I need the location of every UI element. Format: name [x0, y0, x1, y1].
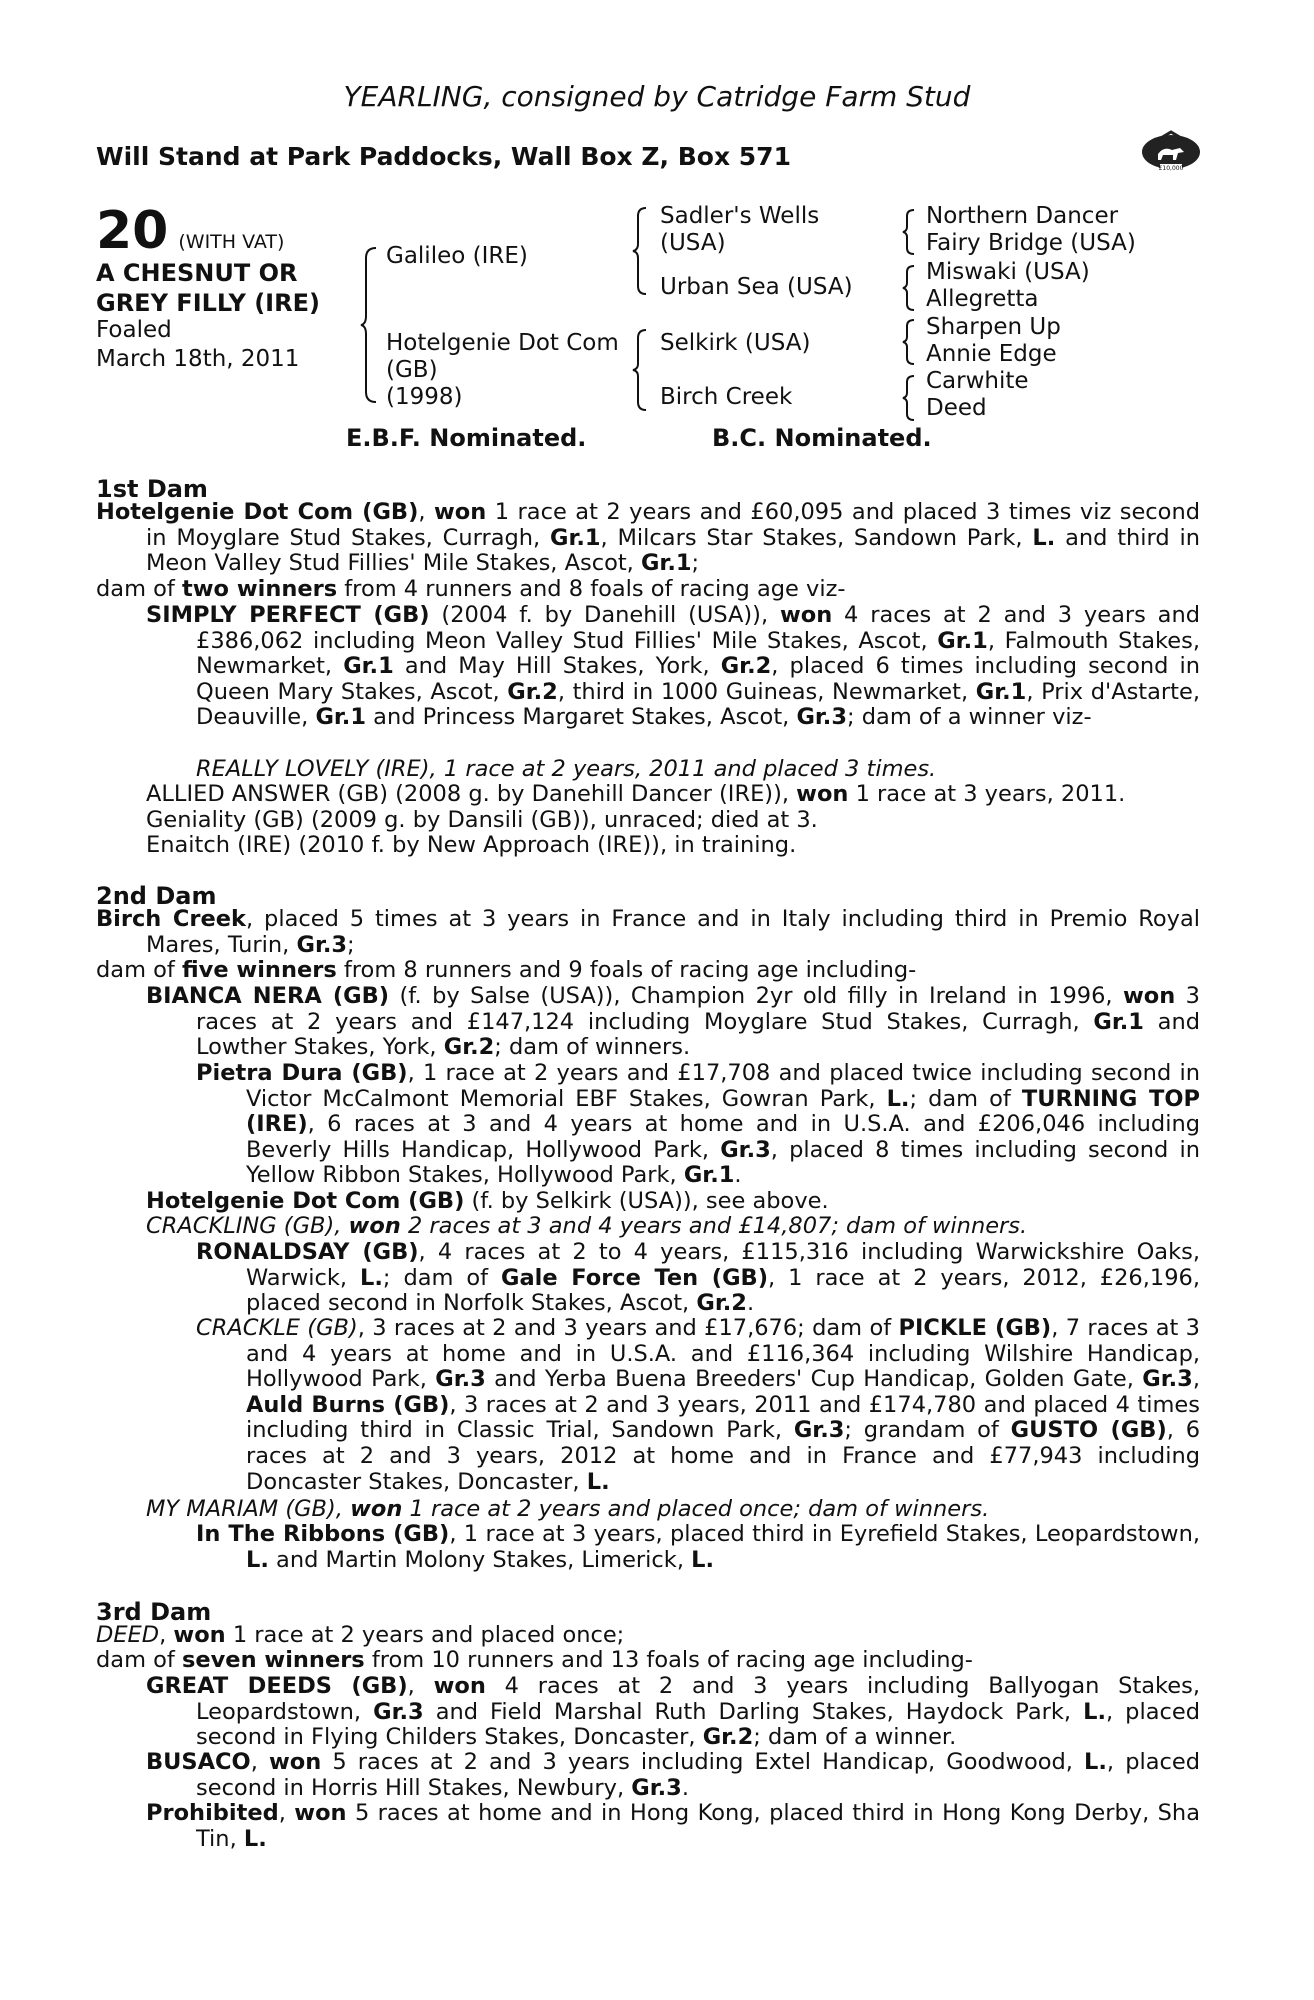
- produce-entry: Geniality (GB) (2009 g. by Dansili (GB)), unraced; died at 3.: [146, 807, 818, 833]
- pedigree-gen3-6: Annie Edge: [926, 341, 1057, 367]
- pedigree-brace: [632, 328, 648, 412]
- pedigree-dam-sire: Selkirk (USA): [660, 330, 811, 356]
- pedigree-brace: [902, 264, 916, 312]
- produce-entry: Enaitch (IRE) (2010 f. by New Approach (IRE)), in training.: [146, 832, 797, 858]
- pedigree-brace: [902, 318, 916, 366]
- grandchild-entry: CRACKLE (GB), 3 races at 2 and 3 years and £17,676; dam of PICKLE (GB), 7 races at 3 and 4 years at home and in U.S.A. and £116,364 including Wilshire Handicap, Hollywood Park, Gr.3 and Yerba Buena Breeders' Cup Handicap, Golden Gate, Gr.3, Auld Burns (GB), 3 races at 2 and 3 years, 2011 and £174,780 and placed 4 times including third in Classic Trial, Sandown Park, Gr.3; grandam of GUSTO (GB), 6 races at 2 and 3 years, 2012 at home and in France and £77,943 including Doncaster Stakes, Doncaster, L.: [196, 1315, 1201, 1495]
- first-dam-produce-summary: dam of two winners from 4 runners and 8 foals of racing age viz-: [96, 576, 846, 602]
- pedigree-sire-sire: [660, 203, 819, 257]
- second-dam-produce-summary: dam of five winners from 8 runners and 9 foals of racing age including-: [96, 957, 917, 983]
- pedigree-dam-line: Hotelgenie Dot Com: [386, 330, 619, 356]
- pedigree-sire: Galileo (IRE): [386, 243, 528, 269]
- pedigree-gen3-4: Allegretta: [926, 286, 1039, 312]
- pedigree-gen3-5: Sharpen Up: [926, 314, 1061, 340]
- produce-entry: GREAT DEEDS (GB), won 4 races at 2 and 3 years including Ballyogan Stakes, Leopardstown, Gr.3 and Field Marshal Ruth Darling Stakes, Haydock Park, L., placed second in Flying Childers Stakes, Doncaster, Gr.2; dam of a winner.: [146, 1673, 1201, 1751]
- foaled-label: Foaled: [96, 317, 172, 343]
- produce-entry: Prohibited, won 5 races at home and in Hong Kong, placed third in Hong Kong Derby, Sha Tin, L.: [146, 1800, 1200, 1852]
- pedigree-ss-line: Sadler's Wells: [660, 203, 820, 229]
- foaled-info: [96, 316, 299, 374]
- third-dam-entry: DEED, won 1 race at 2 years and placed once;: [96, 1622, 625, 1648]
- pedigree-dam-line: (GB): [386, 357, 438, 383]
- yearling-bonus-badge: [1140, 128, 1202, 174]
- lot-desc-line: GREY FILLY (IRE): [96, 289, 320, 317]
- produce-entry: BUSACO, won 5 races at 2 and 3 years including Extel Handicap, Goodwood, L., placed second in Horris Hill Stakes, Newbury, Gr.3.: [146, 1749, 1201, 1801]
- second-dam-heading: 2nd Dam: [96, 882, 217, 910]
- pedigree-brace: [360, 246, 378, 404]
- third-dam-produce-summary: dam of seven winners from 10 runners and 13 foals of racing age including-: [96, 1647, 973, 1673]
- pedigree-sire-dam: Urban Sea (USA): [660, 274, 853, 300]
- third-dam-heading: 3rd Dam: [96, 1598, 212, 1626]
- produce-entry: MY MARIAM (GB), won 1 race at 2 years and placed once; dam of winners.: [146, 1496, 990, 1522]
- produce-entry: BIANCA NERA (GB) (f. by Salse (USA)), Champion 2yr old filly in Ireland in 1996, won 3 races at 2 years and £147,124 including Moyglare Stud Stakes, Curragh, Gr.1 and Lowther Stakes, York, Gr.2; dam of winners.: [146, 983, 1201, 1061]
- grandchild-entry: Pietra Dura (GB), 1 race at 2 years and £17,708 and placed twice including second in Victor McCalmont Memorial EBF Stakes, Gowran Park, L.; dam of TURNING TOP (IRE), 6 races at 3 and 4 years at home and in U.S.A. and £206,046 including Beverly Hills Handicap, Hollywood Park, Gr.3, placed 8 times including second in Yellow Ribbon Stakes, Hollywood Park, Gr.1.: [196, 1060, 1201, 1189]
- grandchild-entry: REALLY LOVELY (IRE), 1 race at 2 years, 2011 and placed 3 times.: [196, 756, 937, 782]
- produce-entry: CRACKLING (GB), won 2 races at 3 and 4 years and £14,807; dam of winners.: [146, 1213, 1028, 1239]
- badge-amount: £10,000: [1158, 165, 1184, 172]
- first-dam-entry: Hotelgenie Dot Com (GB), won 1 race at 2 years and £60,095 and placed 3 times viz second in Moyglare Stud Stakes, Curragh, Gr.1, Milcars Star Stakes, Sandown Park, L. and third in Meon Valley Stud Fillies' Mile Stakes, Ascot, Gr.1;: [96, 499, 1200, 577]
- pedigree-gen3-7: Carwhite: [926, 368, 1029, 394]
- pedigree-gen3-2: Fairy Bridge (USA): [926, 230, 1136, 256]
- produce-entry: SIMPLY PERFECT (GB) (2004 f. by Danehill (USA)), won 4 races at 2 and 3 years and £386,062 including Meon Valley Stud Fillies' Mile Stakes, Ascot, Gr.1, Falmouth Stakes, Newmarket, Gr.1 and May Hill Stakes, York, Gr.2, placed 6 times including second in Queen Mary Stakes, Ascot, Gr.2, third in 1000 Guineas, Newmarket, Gr.1, Prix d'Astarte, Deauville, Gr.1 and Princess Margaret Stakes, Ascot, Gr.3; dam of a winner viz-: [146, 602, 1201, 731]
- pedigree-gen3-1: Northern Dancer: [926, 203, 1119, 229]
- produce-entry: ALLIED ANSWER (GB) (2008 g. by Danehill Dancer (IRE)), won 1 race at 3 years, 2011.: [146, 781, 1126, 807]
- pedigree-dam-line: (1998): [386, 384, 463, 410]
- pedigree-brace: [902, 374, 916, 422]
- pedigree-ss-line: (USA): [660, 230, 726, 256]
- grandchild-entry: RONALDSAY (GB), 4 races at 2 to 4 years, £115,316 including Warwickshire Oaks, Warwick, L.; dam of Gale Force Ten (GB), 1 race at 2 years, 2012, £26,196, placed second in Norfolk Stakes, Ascot, Gr.2.: [196, 1239, 1200, 1317]
- lot-desc-line: A CHESNUT OR: [96, 259, 298, 287]
- pedigree-gen3-3: Miswaki (USA): [926, 259, 1090, 285]
- second-dam-entry: Birch Creek, placed 5 times at 3 years in France and in Italy including third in Premio Royal Mares, Turin, Gr.3;: [96, 906, 1200, 958]
- foaled-date: March 18th, 2011: [96, 346, 300, 372]
- pedigree-brace: [632, 206, 648, 296]
- pedigree-gen3-8: Deed: [926, 395, 987, 421]
- bc-nominated: B.C. Nominated.: [712, 424, 932, 452]
- page-title: YEARLING, consigned by Catridge Farm Stud: [343, 80, 971, 113]
- stand-location: Will Stand at Park Paddocks, Wall Box Z, Box 571: [96, 142, 791, 171]
- pedigree-dam-dam: Birch Creek: [660, 384, 793, 410]
- lot-number: [96, 201, 285, 261]
- pedigree-brace: [902, 208, 916, 256]
- pedigree-dam: [386, 330, 619, 411]
- grandchild-entry: In The Ribbons (GB), 1 race at 3 years, placed third in Eyrefield Stakes, Leopardstown, L. and Martin Molony Stakes, Limerick, L.: [196, 1521, 1200, 1573]
- ebf-nominated: E.B.F. Nominated.: [346, 424, 587, 452]
- lot-description: [96, 258, 320, 318]
- first-dam-heading: 1st Dam: [96, 475, 208, 503]
- lot-vat: (WITH VAT): [178, 231, 285, 253]
- lot-number-value: 20: [96, 201, 169, 261]
- produce-entry: Hotelgenie Dot Com (GB) (f. by Selkirk (USA)), see above.: [146, 1188, 829, 1214]
